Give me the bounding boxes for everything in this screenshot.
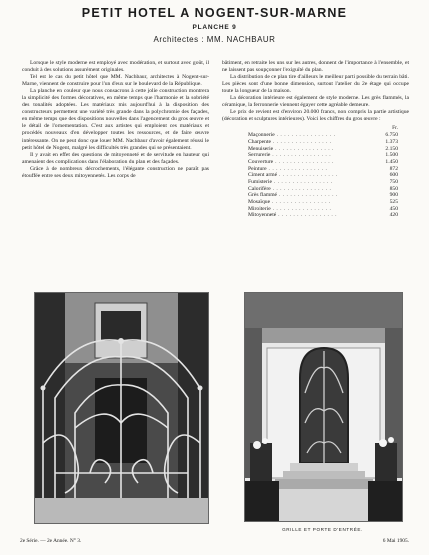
photo-caption: GRILLE ET PORTE D'ENTRÉE. xyxy=(282,527,363,532)
cost-row xyxy=(248,199,398,206)
cost-amount: 6.750 xyxy=(385,132,398,139)
page-title: PETIT HOTEL A NOGENT-SUR-MARNE xyxy=(81,6,348,20)
cost-row xyxy=(248,166,398,173)
entrance-door-photo xyxy=(244,292,403,522)
issue-date: 6 Mai 1905. xyxy=(382,538,409,544)
plate-number: PLANCHE 9 xyxy=(192,24,237,31)
cost-item: Couverture . . . xyxy=(248,159,334,166)
cost-row xyxy=(248,172,398,179)
cost-item: Miroiterie . . . xyxy=(248,206,331,213)
paragraph: Grâce à de nombreux décrochements, l'élégante construction ne paraît pas étouffée entre ses deux mitoyennetés. Les corps de xyxy=(22,165,209,179)
cost-item: Fumisterie . . . xyxy=(248,179,333,186)
cost-item: Menuiserie . . . xyxy=(248,146,334,153)
paragraph: La distribution de ce plan tire d'ailleurs le meilleur parti possible du terrain bâti. Les pièces sont d'une bonne dimension, surtout l'atelier du 2e étage qui occupe toute la longueur de la maison. xyxy=(222,74,409,95)
cost-amount: 1.500 xyxy=(385,152,398,159)
series-info: 2e Série. — 2e Année. N° 3. xyxy=(20,538,82,544)
cost-amount: 450 xyxy=(389,205,398,212)
cost-amount: 525 xyxy=(389,199,398,206)
currency-label: Fr. xyxy=(392,125,398,132)
left-text-column xyxy=(22,60,209,180)
cost-row xyxy=(248,192,398,199)
cost-item: Maçonnerie . . . xyxy=(248,132,335,139)
cost-item: Ciment armé . . . xyxy=(248,172,338,179)
paragraph: La décoration intérieure est également de style moderne. Les grès flammés, la céramique, la ferronnerie viennent égayer cette agréable demeure. xyxy=(222,95,409,109)
cost-item: Mosaïque . . . xyxy=(248,199,331,206)
cost-row xyxy=(248,152,398,159)
right-text-column xyxy=(222,60,409,219)
cost-row xyxy=(248,206,398,213)
cost-amount: 420 xyxy=(389,212,398,219)
cost-row xyxy=(248,179,398,186)
cost-row xyxy=(248,132,398,139)
architects-line: Architectes : MM. NACHBAUR xyxy=(153,35,276,44)
cost-item: Serrurerie . . . xyxy=(248,152,331,159)
cost-item: Grès flammé . . . xyxy=(248,192,338,199)
cost-table xyxy=(248,125,398,219)
cost-amount: 600 xyxy=(389,172,398,179)
cost-row xyxy=(248,159,398,166)
paragraph: bâtiment, en retraite les uns sur les autres, donnent de l'importance à l'ensemble, et ne laissent pas soupçonner l'exiguïté du plan. xyxy=(222,60,409,74)
cost-amount: 2.150 xyxy=(385,145,398,152)
cost-row xyxy=(248,212,398,219)
cost-row xyxy=(248,139,398,146)
paragraph: Tel est le cas du petit hôtel que MM. Nachbaur, architectes à Nogent-sur-Marne, viennent de construire pour l'un d'eux sur le boulevard de la République. xyxy=(22,74,209,88)
cost-row xyxy=(248,146,398,153)
paragraph: Il y avait en effet des questions de mitoyenneté et de servitude en hauteur qui amenaient des complications dans l'élaboration du plan et des façades. xyxy=(22,151,209,165)
cost-amount: 1.450 xyxy=(385,159,398,166)
cost-amount: 872 xyxy=(389,165,398,172)
paragraph: Lorsque le style moderne est employé avec modération, et surtout avec goût, il conduit à des solutions assurément originales. xyxy=(22,60,209,74)
cost-item: Charpente . . . xyxy=(248,139,332,146)
cost-amount: 750 xyxy=(389,179,398,186)
door-illustration xyxy=(245,293,402,521)
paragraph: La planche en couleur que nous consacrons à cette jolie construction montrera la simplicité des formes décoratives, en même temps que l'harmonie et la sobriété des tonalités adoptées. Les matériaux mis aujourd'hui à la disposition des constructeurs permettent une variété très grande dans la polychromie des façades, en même temps que des dispositions nouvelles dans l'agencement du gros œuvre et le détail de l'ornementation. C'est aux artistes qui emploient ces matériaux et procédés nouveaux d'en développer toutes les ressources, et de faire œuvre intéressante. On ne peut donc que louer MM. Nachbaur d'avoir également réussi le petit hôtel de Nogent, malgré les difficultés très grandes qui se présentaient. xyxy=(22,88,209,151)
cost-amount: 900 xyxy=(389,192,398,199)
cost-item: Calorifère . . . xyxy=(248,186,331,193)
paragraph: Le prix de revient est d'environ 20.000 francs, non compris la partie artistique (décoration et sculptures intérieures). Voici les chiffres du gros œuvre : xyxy=(222,109,409,123)
cost-item: Mitoyenneté . . . xyxy=(248,212,337,219)
gate-photo xyxy=(34,292,209,524)
cost-item: Peinture . . . xyxy=(248,166,327,173)
gate-illustration xyxy=(35,293,208,523)
cost-amount: 850 xyxy=(389,185,398,192)
cost-amount: 1.373 xyxy=(385,139,398,146)
